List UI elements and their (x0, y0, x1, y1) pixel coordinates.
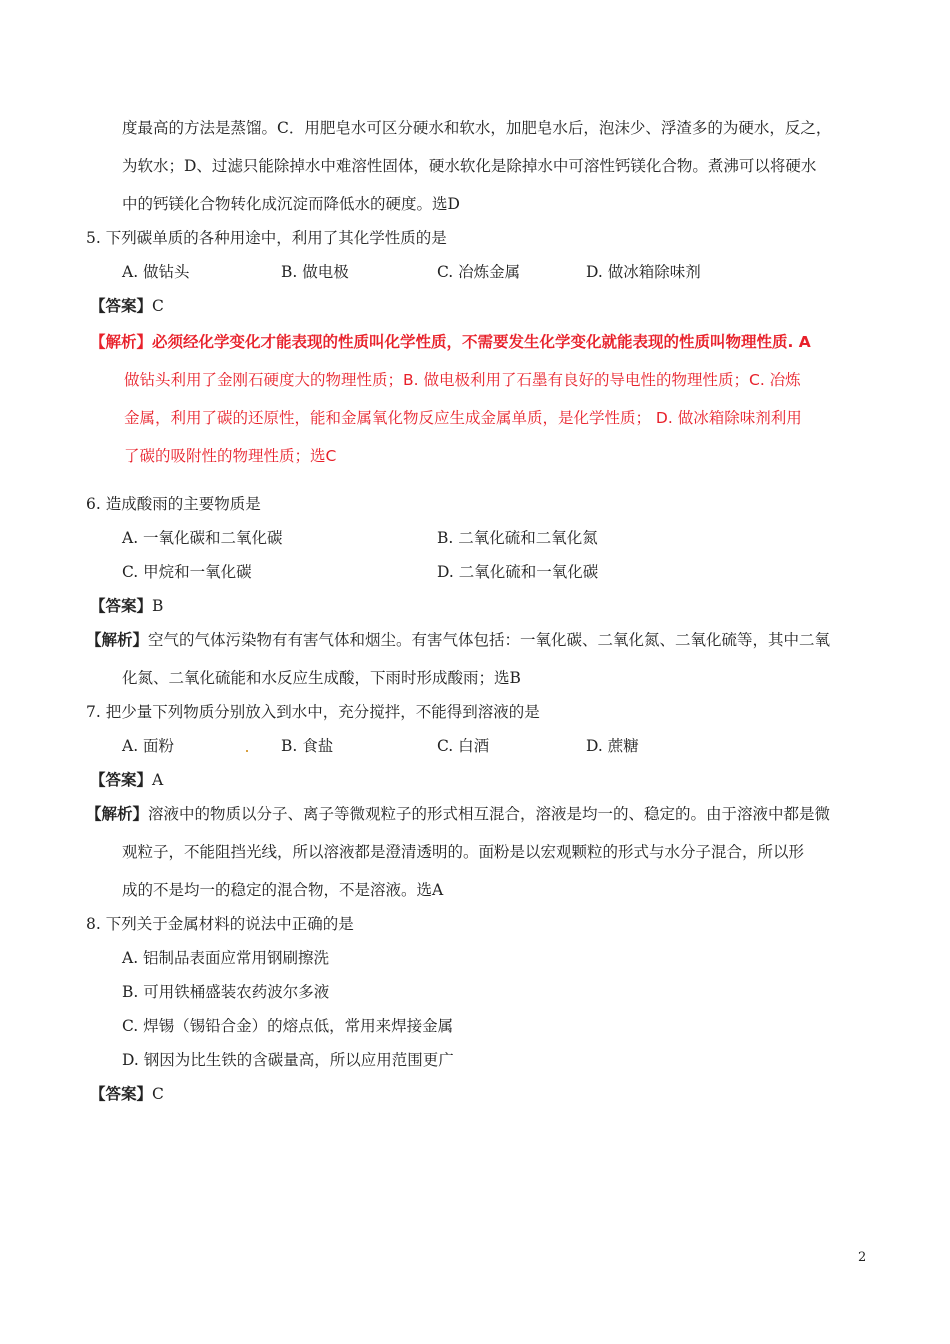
q7-option-d: D. 蔗糖 (586, 737, 639, 755)
q5-option-a: A. 做钻头 (122, 263, 190, 281)
q7-option-b: B. 食盐 (281, 737, 334, 755)
q7-analysis-line-3: 成的不是均一的稳定的混合物，不是溶液。选A (122, 881, 444, 899)
carry-line-1: 度最高的方法是蒸馏。C．用肥皂水可区分硬水和软水，加肥皂水后，泡沫少、浮渣多的为硬水，反之， (122, 119, 832, 137)
q6-answer (90, 596, 163, 616)
q8-option-b: B. 可用铁桶盛装农药波尔多液 (122, 983, 330, 1001)
carry-line-3: 中的钙镁化合物转化成沉淀而降低水的硬度。选D (122, 195, 460, 213)
q5-option-d: D. 做冰箱除味剂 (586, 263, 701, 281)
q5-analysis-line-3: 金属，利用了碳的还原性，能和金属氧化物反应生成金属单质，是化学性质； D. 做冰箱除味剂利用 (124, 409, 802, 427)
answer-label: 【答案】 (90, 1084, 153, 1103)
q6-analysis-line-1 (86, 630, 830, 650)
q7-option-c: C. 白酒 (437, 737, 490, 755)
q5-analysis-line-1 (90, 332, 811, 352)
analysis-label: 【解析】 (86, 630, 149, 649)
answer-label: 【答案】 (90, 296, 153, 315)
analysis-label: 【解析】 (86, 804, 149, 823)
analysis-text: 溶液中的物质以分子、离子等微观粒子的形式相互混合，溶液是均一的、稳定的。由于溶液中都是微 (148, 805, 831, 823)
q7-option-a: A. 面粉 (122, 737, 175, 755)
carry-line-2: 为软水；D、过滤只能除掉水中难溶性固体，硬水软化是除掉水中可溶性钙镁化合物。煮沸可以将硬水 (122, 157, 817, 175)
answer-value: A (152, 771, 164, 789)
answer-value: B (152, 597, 164, 615)
analysis-text: 空气的气体污染物有有害气体和烟尘。有害气体包括：一氧化碳、二氧化氮、二氧化硫等，其中二氧 (148, 631, 831, 649)
q6-option-a: A. 一氧化碳和二氧化碳 (122, 529, 283, 547)
answer-value: C (152, 297, 164, 315)
q8-answer (90, 1084, 164, 1104)
answer-value: C (152, 1085, 164, 1103)
answer-label: 【答案】 (90, 596, 153, 615)
q6-option-d: D. 二氧化硫和一氧化碳 (437, 563, 599, 581)
q6-option-c: C. 甲烷和一氧化碳 (122, 563, 252, 581)
q5-option-b: B. 做电极 (281, 263, 349, 281)
question-5-stem: 5. 下列碳单质的各种用途中，利用了其化学性质的是 (86, 229, 447, 247)
q7-analysis-line-2: 观粒子，不能阻挡光线，所以溶液都是澄清透明的。面粉是以宏观颗粒的形式与水分子混合，所以形 (122, 843, 805, 861)
page-number: 2 (858, 1250, 867, 1265)
q8-option-a: A. 铝制品表面应常用钢刷擦洗 (122, 949, 330, 967)
q5-answer (90, 296, 164, 316)
q7-analysis-line-1 (86, 804, 830, 824)
q5-analysis-line-4: 了碳的吸附性的物理性质；选C (124, 447, 337, 465)
analysis-label: 【解析】 (90, 333, 153, 351)
question-8-stem: 8. 下列关于金属材料的说法中正确的是 (86, 915, 354, 933)
question-6-stem: 6. 造成酸雨的主要物质是 (86, 495, 261, 513)
analysis-text: 必须经化学变化才能表现的性质叫化学性质，不需要发生化学变化就能表现的性质叫物理性质. A (152, 333, 811, 351)
q6-analysis-line-2: 化氮、二氧化硫能和水反应生成酸，下雨时形成酸雨；选B (122, 669, 521, 687)
q5-analysis-line-2: 做钻头利用了金刚石硬度大的物理性质；B. 做电极利用了石墨有良好的导电性的物理性质；C. 冶炼 (124, 371, 801, 389)
q7-answer (90, 770, 163, 790)
q5-option-c: C. 冶炼金属 (437, 263, 521, 281)
stray-dot (246, 750, 248, 752)
answer-label: 【答案】 (90, 770, 153, 789)
question-7-stem: 7. 把少量下列物质分别放入到水中，充分搅拌，不能得到溶液的是 (86, 703, 540, 721)
q8-option-c: C. 焊锡（锡铅合金）的熔点低，常用来焊接金属 (122, 1017, 454, 1035)
q8-option-d: D. 钢因为比生铁的含碳量高，所以应用范围更广 (122, 1051, 454, 1069)
q6-option-b: B. 二氧化硫和二氧化氮 (437, 529, 598, 547)
